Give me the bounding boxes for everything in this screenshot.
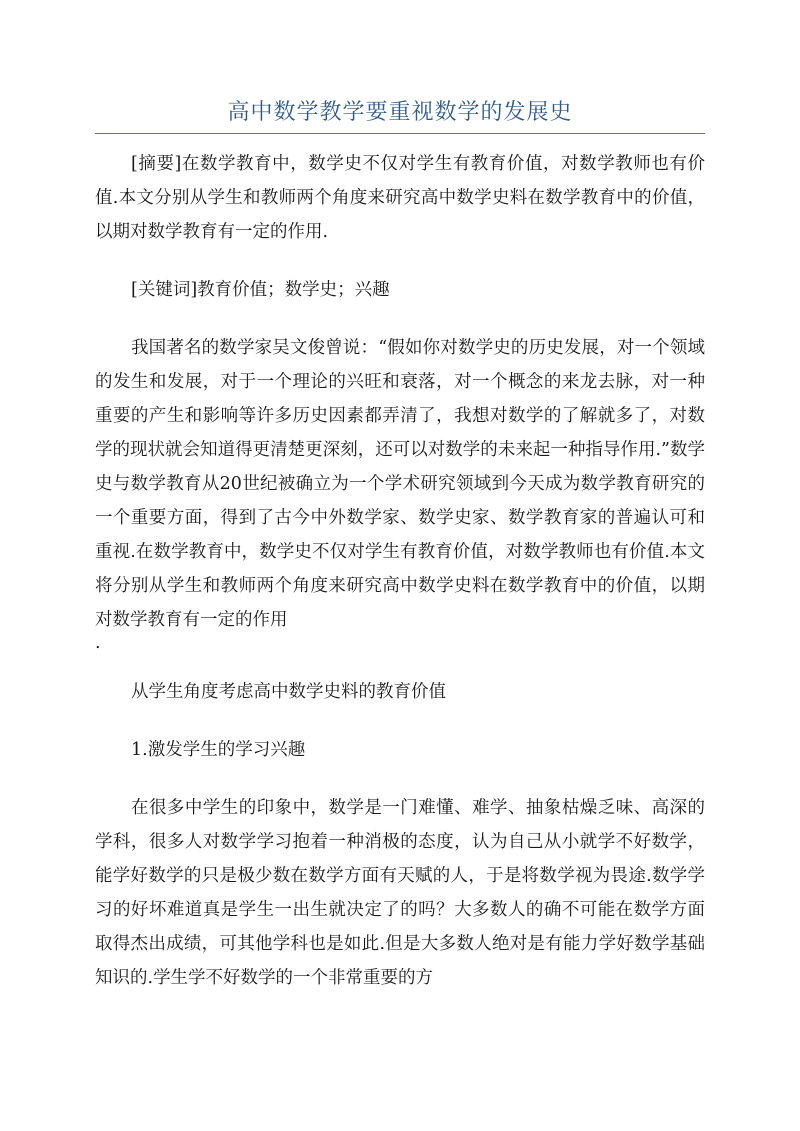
intro-tail: . <box>95 633 101 653</box>
title-divider <box>95 133 705 134</box>
intro-paragraph <box>95 331 705 653</box>
keywords-paragraph: [关键词]教育价值；数学史；兴趣 <box>131 280 390 300</box>
section-heading: 从学生角度考虑高中数学史料的教育价值 <box>131 682 446 702</box>
document-title: 高中数学教学要重视数学的发展史 <box>227 100 573 125</box>
subsection-heading: 1.激发学生的学习兴趣 <box>131 740 306 760</box>
intro-text: 我国著名的数学家吴文俊曾说：“假如你对数学史的历史发展，对一个领域的发生和发展，对于一个理论的兴旺和衰落，对一个概念的来龙去脉，对一种重要的产生和影响等许多历史因素都弄清了，我想对数学的了解就多了，对数学的现状就会知道得更清楚更深刻，还可以对数学的未来起一种指导作用.”数学史与数学教育从20世纪被确立为一个学术研究领域到今天成为数学教育研究的一个重要方面，得到了古今中外数学家、数学史家、数学教育家的普遍认可和重视.在数学教育中，数学史不仅对学生有教育价值，对数学教师也有价值.本文将分别从学生和教师两个角度来研究高中数学史料在数学教育中的价值，以期对数学教育有一定的作用 <box>95 338 705 630</box>
abstract-paragraph: [摘要]在数学教育中，数学史不仅对学生有教育价值，对数学教师也有价值.本文分别从学生和教师两个角度来研究高中数学史料在数学教育中的价值，以期对数学教育有一定的作用. <box>95 154 705 242</box>
body-paragraph: 在很多中学生的印象中，数学是一门难懂、难学、抽象枯燥乏味、高深的学科，很多人对数学学习抱着一种消极的态度，认为自己从小就学不好数学，能学好数学的只是极少数在数学方面有天赋的人，于是将数学视为畏途.数学学习的好坏难道真是学生一出生就决定了的吗？大多数人的确不可能在数学方面取得杰出成绩，可其他学科也是如此.但是大多数人绝对是有能力学好数学基础知识的.学生学不好数学的一个非常重要的方 <box>95 798 705 988</box>
document-body <box>95 147 705 1019</box>
